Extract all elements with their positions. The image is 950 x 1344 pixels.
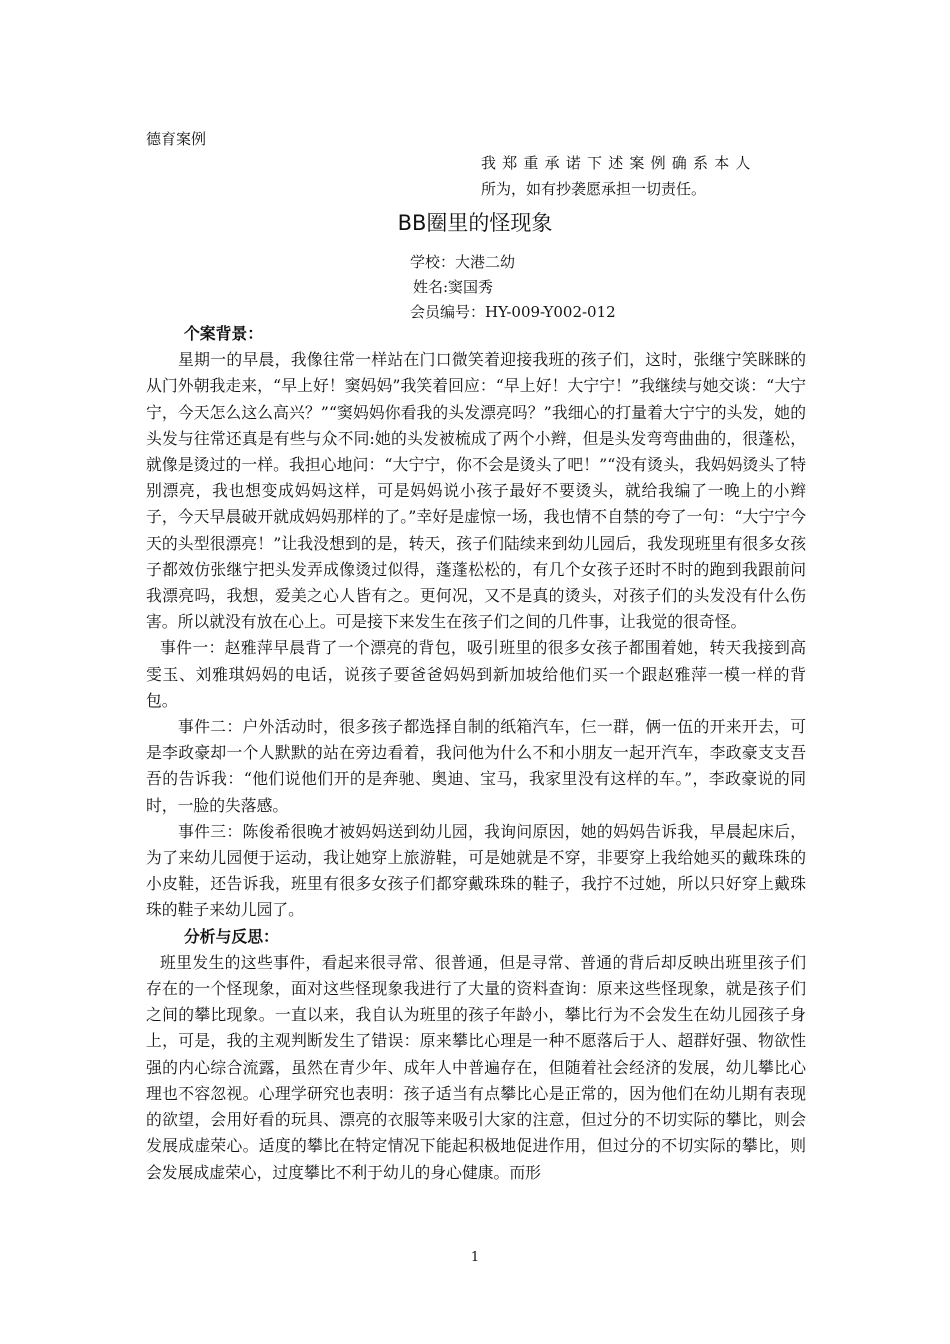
page-number: 1 [470,1250,480,1265]
document-title: BB圈里的怪现象 [397,211,553,235]
paragraph-event-one: 事件一：赵雅萍早晨背了一个漂亮的背包，吸引班里的很多女孩子都围着她，转天我接到高雯玉、刘雅琪妈妈的电话，说孩子要爸爸妈妈到新加坡给他们买一个跟赵雅萍一模一样的背包。 [146,638,806,710]
member-id-line: 会员编号：HY-009-Y002-012 [410,303,616,321]
school-line: 学校：大港二幼 [410,253,516,271]
pledge-line-1: 我郑重承诺下述案例确系本人 [481,154,757,172]
author-name-line: 姓名:窦国秀 [413,278,494,296]
paragraph-analysis: 班里发生的这些事件，看起来很寻常、很普通，但是寻常、普通的背后却反映出班里孩子们存在的一个怪现象，面对这些怪现象我进行了大量的资料查询：原来这些怪现象，就是孩子们之间的攀比现象。一直以来，我自认为班里的孩子年龄小，攀比行为不会发生在幼儿园孩子身上，可是，我的主观判断发生了错误：原来攀比心理是一种不愿落后于人、超群好强、物欲性强的内心综合流露，虽然在青少年、成年人中普遍存在，但随着社会经济的发展，幼儿攀比心理也不容忽视。心理学研究也表明：孩子适当有点攀比心是正常的，因为他们在幼儿期有表现的欲望，会用好看的玩具、漂亮的衣服等来吸引大家的注意，但过分的不切实际的攀比，则会发展成虚荣心。适度的攀比在特定情况下能起积极地促进作用，但过分的不切实际的攀比，则会发展成虚荣心，过度攀比不利于幼儿的身心健康。而形 [146,952,806,1182]
integrity-pledge [481,150,805,202]
paragraph-background: 星期一的早晨，我像往常一样站在门口微笑着迎接我班的孩子们，这时，张继宁笑眯眯的从门外朝我走来，“早上好！窦妈妈”我笑着回应：“早上好！大宁宁！”我继续与她交谈：“大宁宁，今天怎么这么高兴？”“窦妈妈你看我的头发漂亮吗？”我细心的打量着大宁宁的头发，她的头发与往常还真是有些与众不同:她的头发被梳成了两个小辫，但是头发弯弯曲曲的，很蓬松，就像是烫过的一样。我担心地问：“大宁宁，你不会是烫头了吧！”“没有烫头，我妈妈烫头了特别漂亮，我也想变成妈妈这样，可是妈妈说小孩子最好不要烫头，就给我编了一晚上的小辫子，今天早晨破开就成妈妈那样的了。”幸好是虚惊一场，我也情不自禁的夸了一句：“大宁宁今天的头型很漂亮！”让我没想到的是，转天，孩子们陆续来到幼儿园后，我发现班里有很多女孩子都效仿张继宁把头发弄成像烫过似得，蓬蓬松松的，有几个女孩子还时不时的跑到我跟前问我漂亮吗，我想，爱美之心人皆有之。更何况，又不是真的烫头，对孩子们的头发没有什么伤害。所以就没有放在心上。可是接下来发生在孩子们之间的几件事，让我觉的很奇怪。 [146,350,806,632]
section-heading-background: 个案背景： [184,324,263,343]
section-heading-analysis: 分析与反思： [184,926,279,946]
paragraph-event-three: 事件三：陈俊希很晚才被妈妈送到幼儿园，我询问原因，她的妈妈告诉我，早晨起床后，为了来幼儿园便于运动，我让她穿上旅游鞋，可是她就是不穿，非要穿上我给她买的戴珠珠的小皮鞋，还告诉我，班里有很多女孩子们都穿戴珠珠的鞋子，我拧不过她，所以只好穿上戴珠珠的鞋子来幼儿园了。 [146,821,806,920]
pledge-line-2: 所为，如有抄袭愿承担一切责任。 [481,180,707,198]
author-info [410,250,616,325]
document-body [146,321,806,1186]
paragraph-event-two: 事件二：户外活动时，很多孩子都选择自制的纸箱汽车，仨一群，俩一伍的开来开去，可是李政豪却一个人默默的站在旁边看着，我问他为什么不和小朋友一起开汽车，李政豪支支吾吾的告诉我：“他们说他们开的是奔驰、奥迪、宝马，我家里没有这样的车。”，李政豪说的同时，一脸的失落感。 [146,717,806,815]
document-category: 德育案例 [146,130,207,148]
